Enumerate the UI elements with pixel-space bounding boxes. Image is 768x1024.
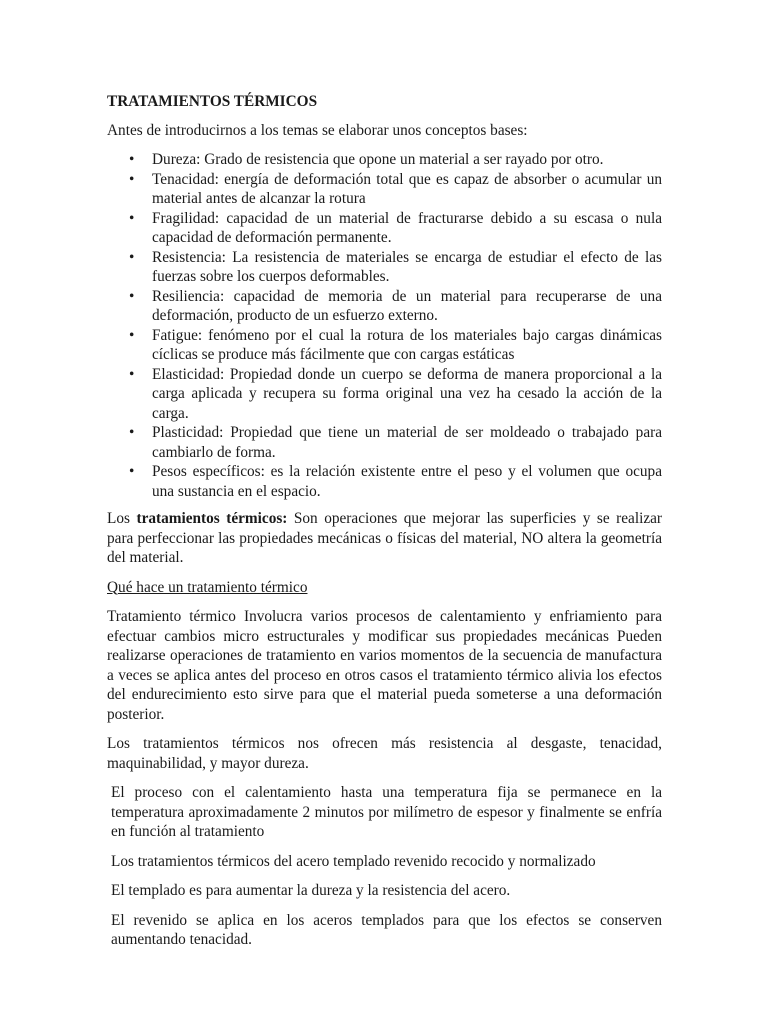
list-item xyxy=(129,248,662,287)
benefits-paragraph: Los tratamientos térmicos nos ofrecen más resistencia al desgaste, tenacidad, maquinabilidad, y mayor dureza. xyxy=(107,735,662,772)
quenching-paragraph: El templado es para aumentar la dureza y la resistencia del acero. xyxy=(111,882,511,899)
list-item xyxy=(129,150,662,170)
list-item xyxy=(129,423,662,462)
list-item xyxy=(129,326,662,365)
concept-text: Tenacidad: energía de deformación total que es capaz de absorber o acumular un material antes de alcanzar la rotura xyxy=(152,170,662,207)
section-subheading: Qué hace un tratamiento térmico xyxy=(107,578,308,596)
intro-paragraph: Antes de introducirnos a los temas se elaborar unos conceptos bases: xyxy=(107,121,528,139)
bullet-icon: • xyxy=(129,365,135,383)
concept-text: Resistencia: La resistencia de materiales se encarga de estudiar el efecto de las fuerzas sobre los cuerpos deformables. xyxy=(152,248,662,285)
tempering-paragraph: El revenido se aplica en los aceros templados para que los efectos se conserven aumentando tenacidad. xyxy=(111,911,662,948)
process-paragraph: Tratamiento térmico Involucra varios procesos de calentamiento y enfriamiento para efectuar cambios micro estructurales y modificar sus propiedades mecánicas Pueden realizarse operaciones de tratamiento en varios momentos de la secuencia de manufactura a veces se aplica antes del proceso en otros casos el tratamiento térmico alivia los efectos del endurecimiento esto sirve para que el material pueda someterse a una deformación posterior. xyxy=(107,608,662,723)
concept-text: Elasticidad: Propiedad donde un cuerpo se deforma de manera proporcional a la carga aplicada y recupera su forma original una vez ha cesado la acción de la carga. xyxy=(152,365,662,422)
concept-text: Pesos específicos: es la relación existente entre el peso y el volumen que ocupa una sustancia en el espacio. xyxy=(152,463,662,500)
concept-text: Dureza: Grado de resistencia que opone un material a ser rayado por otro. xyxy=(152,151,604,168)
bullet-icon: • xyxy=(129,209,135,227)
definition-text: Son operaciones que mejorar las superficies y se realizar para perfeccionar las propiedades mecánicas o físicas del material, NO altera la geometría del material. xyxy=(107,510,662,566)
bullet-icon: • xyxy=(129,287,135,305)
bullet-icon: • xyxy=(129,248,135,266)
definition-paragraph xyxy=(107,509,662,568)
list-item xyxy=(129,170,662,209)
types-paragraph: Los tratamientos térmicos del acero templado revenido recocido y normalizado xyxy=(111,852,596,870)
heating-paragraph: El proceso con el calentamiento hasta una temperatura fija se permanece en la temperatura aproximadamente 2 minutos por milímetro de espesor y finalmente se enfría en función al tratamiento xyxy=(111,784,662,840)
definition-prefix: Los xyxy=(107,510,137,527)
list-item xyxy=(129,287,662,326)
document-page xyxy=(107,92,662,959)
bullet-icon: • xyxy=(129,424,135,441)
list-item xyxy=(129,365,662,424)
concept-text: Fragilidad: capacidad de un material de fracturarse debido a su escasa o nula capacidad de deformación permanente. xyxy=(152,209,662,246)
concept-text: Fatigue: fenómeno por el cual la rotura de los materiales bajo cargas dinámicas cíclicas se produce más fácilmente que con cargas estáticas xyxy=(152,326,662,363)
document-title: TRATAMIENTOS TÉRMICOS xyxy=(107,93,318,110)
bullet-icon: • xyxy=(129,170,135,188)
definition-term: tratamientos térmicos: xyxy=(136,510,288,527)
bullet-icon: • xyxy=(129,326,135,344)
list-item xyxy=(129,462,662,501)
concept-text: Resiliencia: capacidad de memoria de un material para recuperarse de una deformación, producto de un esfuerzo externo. xyxy=(152,287,662,324)
concepts-list xyxy=(107,150,662,501)
bullet-icon: • xyxy=(129,463,135,480)
bullet-icon: • xyxy=(129,151,135,168)
concept-text: Plasticidad: Propiedad que tiene un material de ser moldeado o trabajado para cambiarlo de forma. xyxy=(152,424,662,461)
list-item xyxy=(129,209,662,248)
